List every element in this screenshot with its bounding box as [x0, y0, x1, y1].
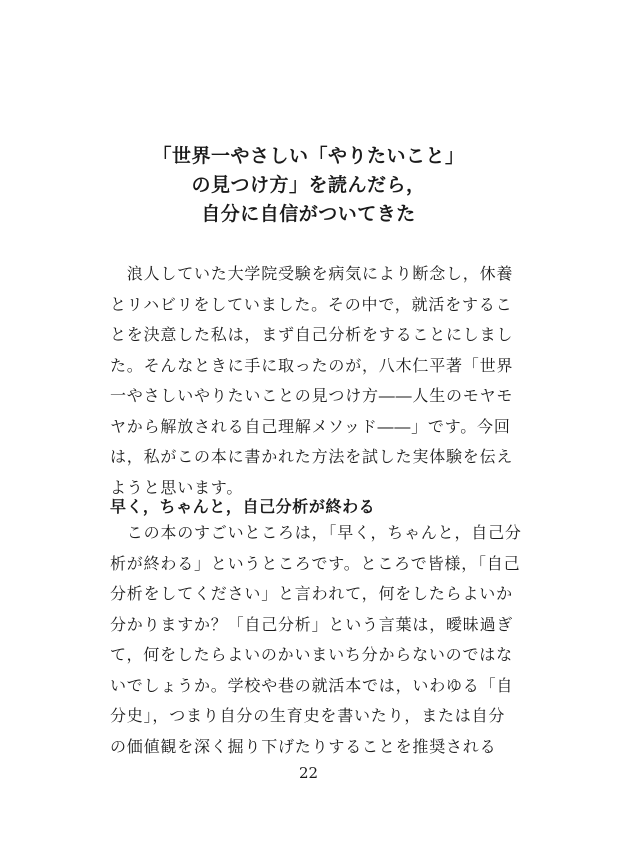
title-line: の見つけ方」を読んだら， — [191, 174, 426, 196]
title-line: 「世界一やさしい「やりたいこと」 — [152, 145, 465, 167]
page-number: 22 — [298, 764, 319, 782]
text-line: いでしょうか。学校や巷の就活本では，いわゆる「自 — [110, 675, 514, 695]
text-line: た。そんなときに手に取ったのが，八木仁平著「世界 — [110, 355, 514, 375]
text-line: とを決意した私は，まず自己分析をすることにしまし — [110, 325, 514, 344]
text-line: 一やさしいやりたいことの見つけ方――人生のモヤモ — [110, 386, 514, 405]
text-line: ようと思います。 — [110, 477, 244, 497]
text-line: ヤから解放される自己理解メソッド――」です。今回 — [110, 416, 511, 436]
text-line: は，私がこの本に書かれた方法を試した実体験を伝え — [110, 447, 514, 466]
text-line: 浪人していた大学院受験を病気により断念し，休養 — [110, 264, 514, 283]
section-heading: 早く，ちゃんと，自己分析が終わる — [110, 497, 376, 516]
text-line: 分かりますか？「自己分析」という言葉は，曖昧過ぎ — [110, 614, 514, 634]
intro-paragraph — [110, 259, 513, 503]
text-line: とリハビリをしていました。その中で，就活をするこ — [110, 294, 513, 314]
text-line: この本のすごいところは，「早く，ちゃんと，自己分 — [110, 523, 522, 542]
text-line: て，何をしたらよいのかいまいち分からないのではな — [110, 645, 513, 664]
article-title — [0, 142, 617, 229]
text-line: の価値観を深く掘り下げたりすることを推奨される — [110, 736, 497, 756]
section-paragraph — [110, 518, 522, 762]
text-line: 分史」，つまり自分の生育史を書いたり，または自分 — [110, 706, 506, 725]
text-line: 析が終わる」というところです。ところで皆様，「自己 — [110, 553, 521, 573]
title-line: 自分に自信がついてきた — [201, 203, 416, 225]
text-line: 分析をしてください」と言われて，何をしたらよいか — [110, 584, 513, 603]
